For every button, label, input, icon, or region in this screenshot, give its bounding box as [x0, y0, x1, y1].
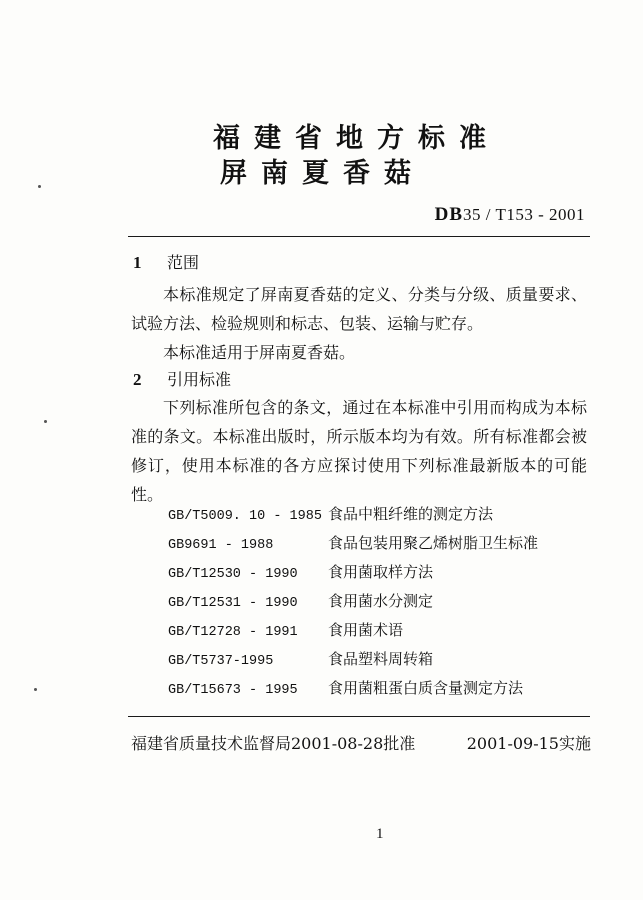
section-2-paragraph: 下列标准所包含的条文，通过在本标准中引用而构成为本标准的条文。本标准出版时，所示版本均为有效。所有标准都会被修订，使用本标准的各方应探讨使用下列标准最新版本的可能性。 [131, 398, 587, 504]
reference-item [168, 645, 598, 674]
section-1-paragraph-2: 本标准适用于屏南夏香菇。 [163, 343, 356, 362]
reference-code: GB9691 - 1988 [168, 538, 274, 553]
standard-code-number: 35 / T153 - 2001 [463, 205, 585, 224]
reference-name: 食用菌取样方法 [328, 563, 434, 581]
section-2-title: 引用标准 [167, 370, 232, 389]
reference-code: GB/T15673 - 1995 [168, 683, 298, 698]
reference-code: GB/T12530 - 1990 [168, 567, 298, 582]
reference-name: 食品中粗纤维的测定方法 [328, 505, 494, 523]
section-1-heading [133, 250, 199, 273]
reference-item [168, 587, 598, 616]
reference-item [168, 500, 598, 529]
reference-item [168, 674, 598, 703]
reference-list [168, 500, 598, 703]
header-divider [128, 236, 590, 237]
reference-name: 食品包装用聚乙烯树脂卫生标准 [328, 534, 539, 552]
reference-code: GB/T5009. 10 - 1985 [168, 509, 322, 524]
reference-code: GB/T12728 - 1991 [168, 625, 298, 640]
approval-statement: 福建省质量技术监督局2001-08-28批准 [131, 734, 416, 753]
standard-code [435, 204, 585, 226]
implementation-date: 2001-09-15实施 [466, 734, 591, 753]
section-1-title: 范围 [167, 253, 200, 272]
reference-code: GB/T5737-1995 [168, 654, 274, 669]
reference-name: 食用菌粗蛋白质含量测定方法 [328, 679, 524, 697]
reference-code: GB/T12531 - 1990 [168, 596, 298, 611]
reference-item [168, 616, 598, 645]
standard-code-prefix: DB [434, 204, 464, 225]
page-number: 1 [376, 826, 384, 842]
document-title-line1: 福建省地方标准 [213, 123, 500, 154]
scan-speck [38, 185, 41, 188]
section-1-paragraph-1: 本标准规定了屏南夏香菇的定义、分类与分级、质量要求、试验方法、检验规则和标志、包装、运输与贮存。 [131, 285, 587, 333]
scan-speck [44, 420, 47, 423]
document-title-line2: 屏南夏香菇 [220, 158, 425, 189]
reference-name: 食品塑料周转箱 [328, 650, 434, 668]
reference-name: 食用菌水分测定 [328, 592, 434, 610]
footer-divider [128, 716, 590, 717]
reference-item [168, 529, 598, 558]
section-1-number: 1 [133, 253, 142, 272]
reference-name: 食用菌术语 [328, 621, 404, 639]
reference-item [168, 558, 598, 587]
section-2-heading [133, 367, 231, 390]
scan-speck [34, 688, 37, 691]
section-2-number: 2 [133, 370, 142, 389]
